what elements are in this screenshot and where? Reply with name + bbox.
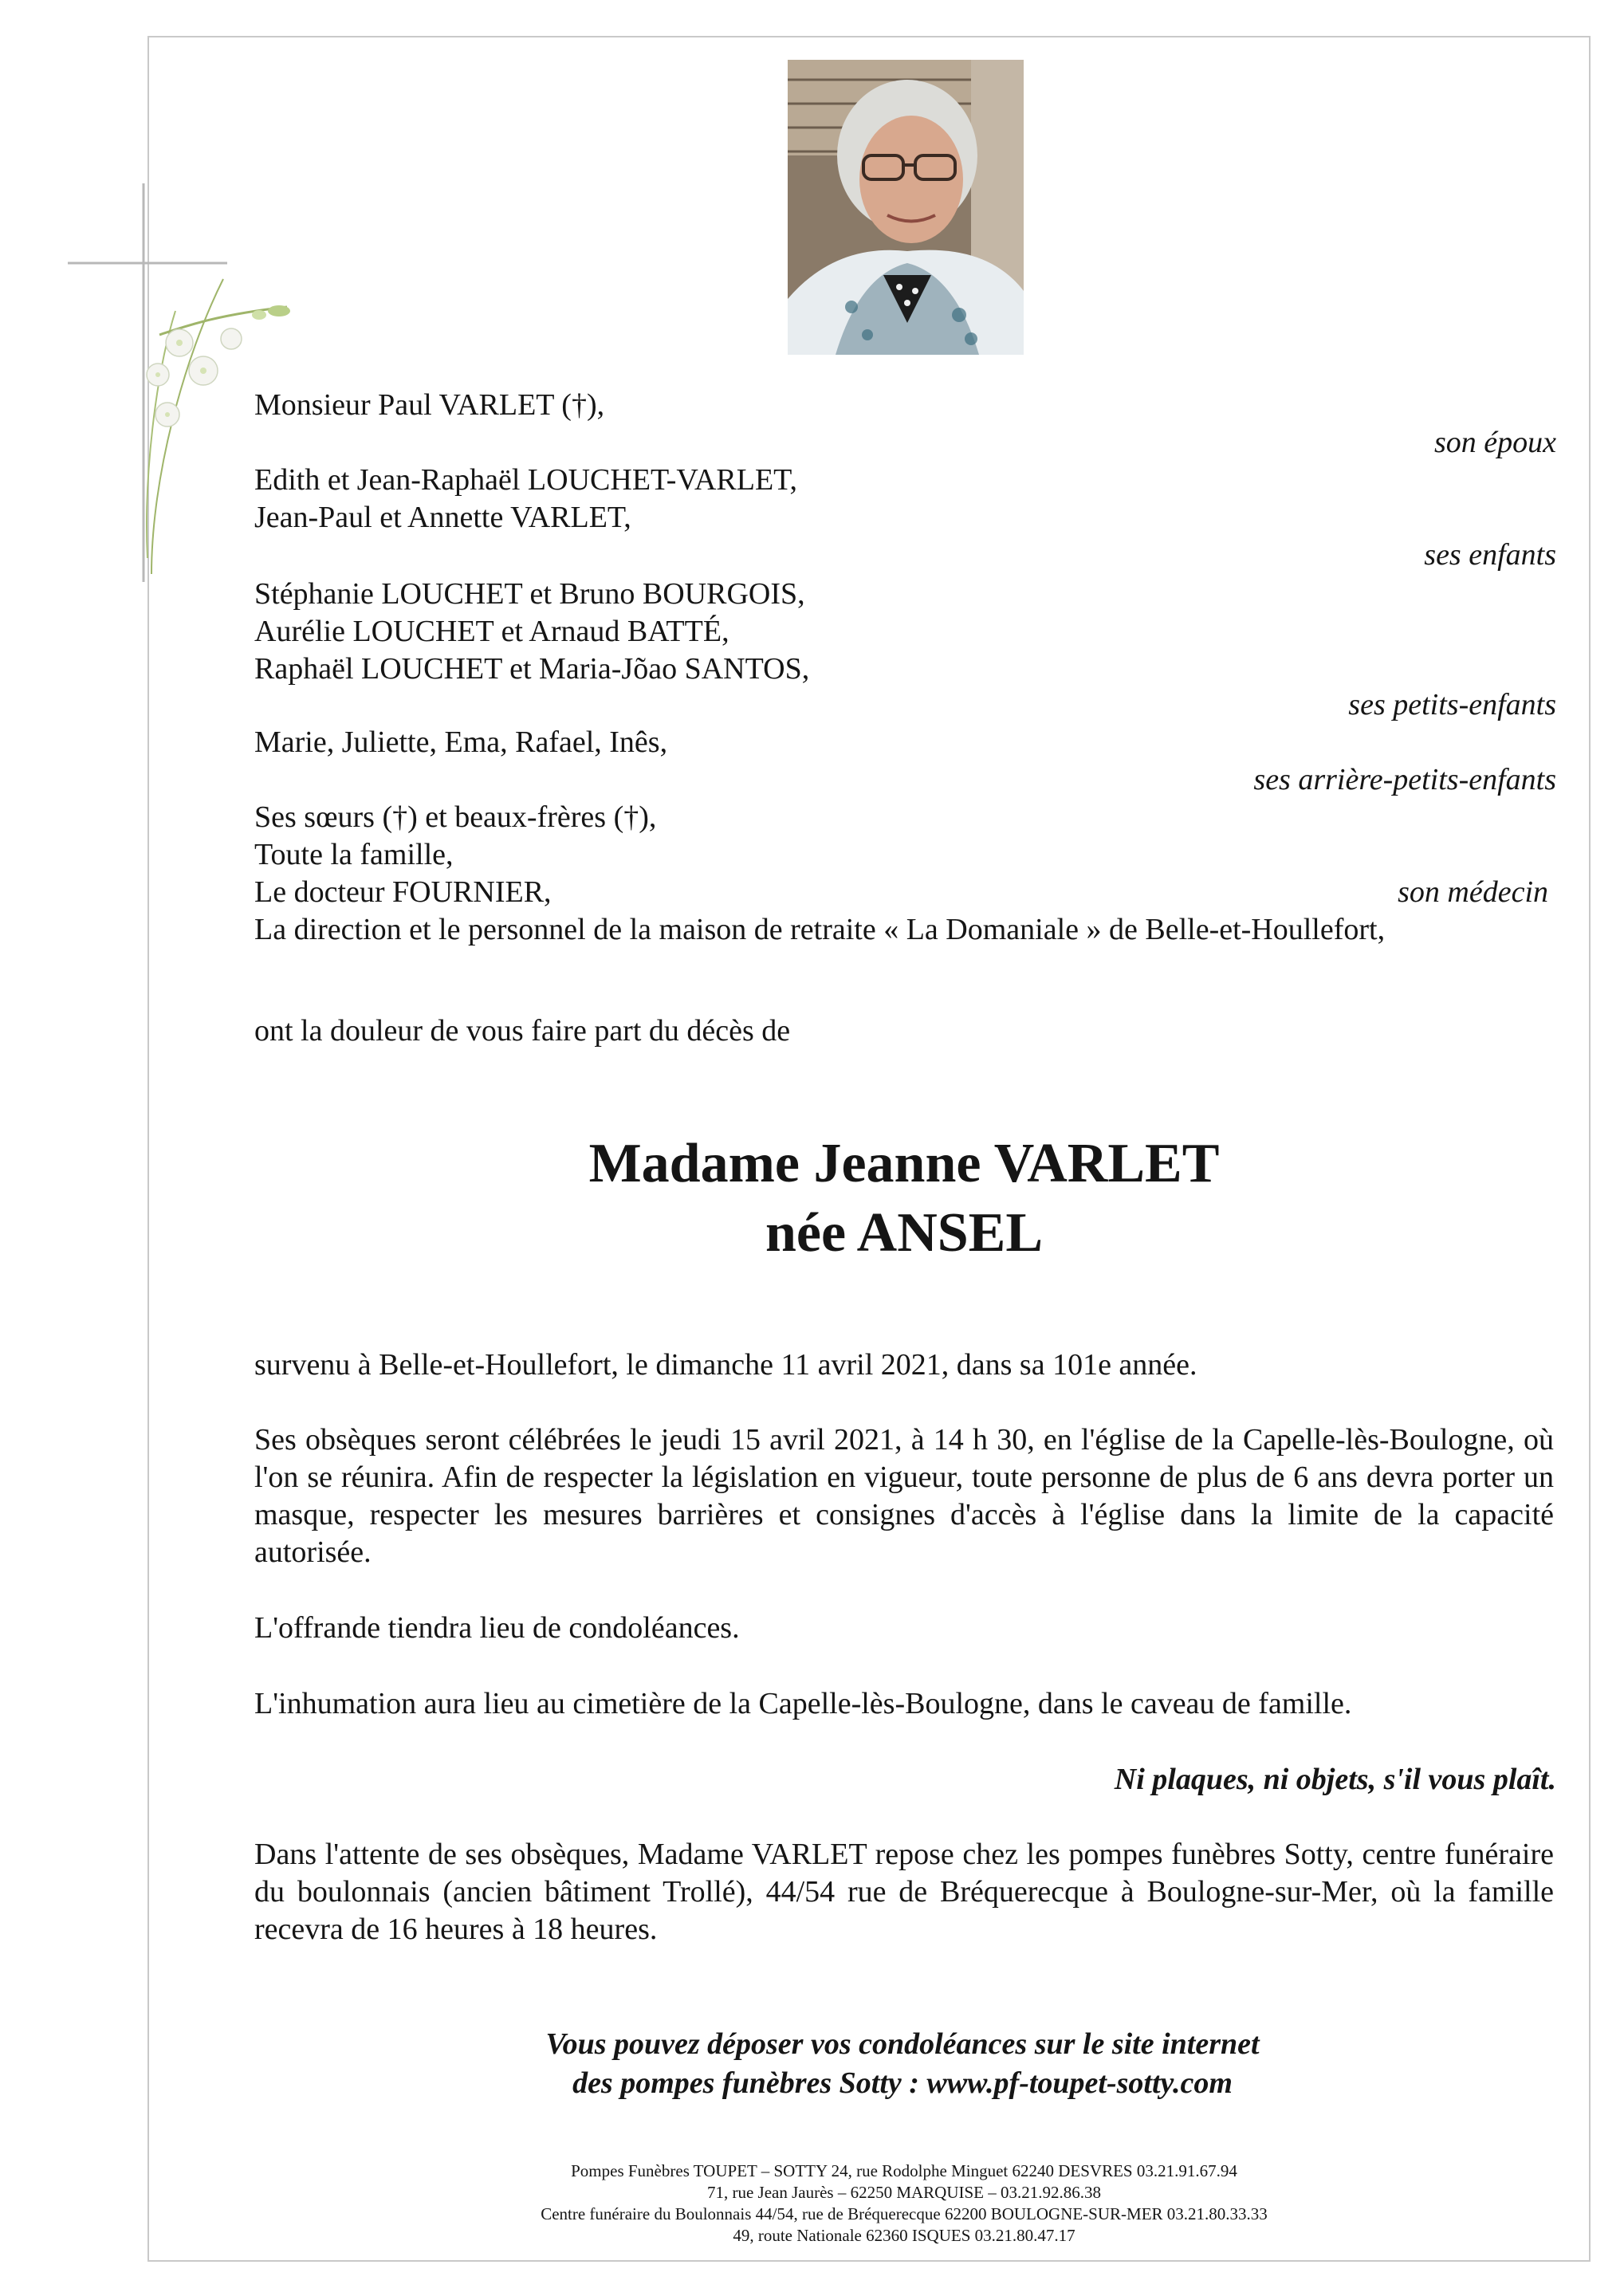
family-line-1: Monsieur Paul VARLET (†), bbox=[254, 388, 605, 422]
family-line-5: Aurélie LOUCHET et Arnaud BATTÉ, bbox=[254, 615, 729, 648]
condolences-notice-line-2: des pompes funèbres Sotty : www.pf-toupet-sotty.com bbox=[572, 2066, 1233, 2100]
family-line-8: Ses sœurs (†) et beaux-frères (†), bbox=[254, 800, 657, 834]
family-line-6: Raphaël LOUCHET et Maria-Jõao SANTOS, bbox=[254, 652, 810, 686]
family-line-10: Le docteur FOURNIER, bbox=[254, 875, 552, 909]
deceased-birth-name: née ANSEL bbox=[765, 1202, 1044, 1264]
announcement-text: ont la douleur de vous faire part du décès de bbox=[254, 1014, 791, 1048]
burial-details: L'inhumation aura lieu au cimetière de la Capelle-lès-Boulogne, dans le caveau de famille. bbox=[254, 1687, 1352, 1720]
relation-great-grandchildren: ses arrière-petits-enfants bbox=[1253, 763, 1556, 796]
funeral-details: Ses obsèques seront célébrées le jeudi 15 avril 2021, à 14 h 30, en l'église de la Capelle-lès-Boulogne, où l'on se réunira. Afin de respecter la législation en vigueur, toute personne de plus de 6 ans devra porter un masque, respecter les mesures barrières et consignes d'accès à l'église dans la limite de la capacité autorisée. bbox=[254, 1423, 1554, 1569]
footer-line-3: Centre funéraire du Boulonnais 44/54, rue de Bréquerecque 62200 BOULOGNE-SUR-MER 03.21.80.33.33 bbox=[541, 2204, 1268, 2223]
family-line-7: Marie, Juliette, Ema, Rafael, Inês, bbox=[254, 725, 668, 759]
funeral-home-footer bbox=[254, 2160, 1554, 2247]
relation-children: ses enfants bbox=[1424, 538, 1556, 572]
deceased-name: Madame Jeanne VARLET bbox=[588, 1133, 1220, 1194]
repose-details: Dans l'attente de ses obsèques, Madame VARLET repose chez les pompes funèbres Sotty, centre funéraire du boulonnais (ancien bâtiment Trollé), 44/54 rue de Bréquerecque à Boulogne-sur-Mer, où la famille recevra de 16 heures à 18 heures. bbox=[254, 1838, 1554, 1946]
family-line-9: Toute la famille, bbox=[254, 838, 454, 871]
family-line-4: Stéphanie LOUCHET et Bruno BOURGOIS, bbox=[254, 577, 805, 611]
footer-line-1: Pompes Funèbres TOUPET – SOTTY 24, rue Rodolphe Minguet 62240 DESVRES 03.21.91.67.94 bbox=[571, 2161, 1237, 2180]
family-line-3: Jean-Paul et Annette VARLET, bbox=[254, 501, 631, 534]
offering-note: L'offrande tiendra lieu de condoléances. bbox=[254, 1611, 740, 1645]
footer-line-2: 71, rue Jean Jaurès – 62250 MARQUISE – 03.21.92.86.38 bbox=[706, 2183, 1102, 2202]
death-details: survenu à Belle-et-Houllefort, le dimanche 11 avril 2021, dans sa 101e année. bbox=[254, 1348, 1197, 1382]
relation-grandchildren: ses petits-enfants bbox=[1348, 688, 1556, 721]
footer-line-4: 49, route Nationale 62360 ISQUES 03.21.80.47.17 bbox=[733, 2226, 1075, 2245]
family-line-2: Edith et Jean-Raphaël LOUCHET-VARLET, bbox=[254, 463, 798, 497]
no-plaques-note: Ni plaques, ni objets, s'il vous plaît. bbox=[1114, 1763, 1556, 1796]
relation-doctor: son médecin bbox=[1398, 875, 1548, 909]
family-line-11: La direction et le personnel de la maison de retraite « La Domaniale » de Belle-et-Houllefort, bbox=[254, 913, 1386, 946]
portrait-photo bbox=[788, 60, 1024, 355]
relation-spouse: son époux bbox=[1433, 426, 1556, 459]
condolences-notice-line-1: Vous pouvez déposer vos condoléances sur le site internet bbox=[545, 2027, 1260, 2061]
